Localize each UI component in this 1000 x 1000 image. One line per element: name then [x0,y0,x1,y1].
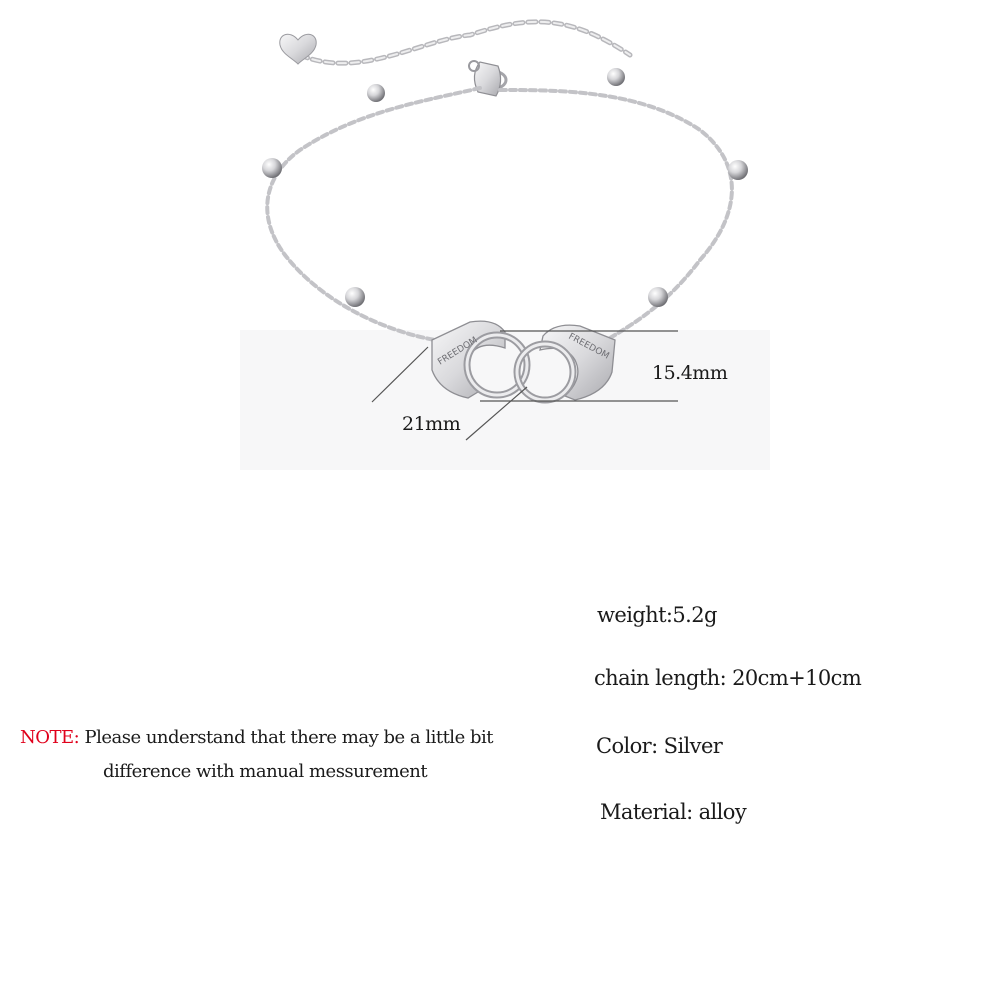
bead [648,287,668,307]
spec-weight: weight:5.2g [597,603,717,627]
extension-chain [300,22,630,63]
main-chain-left [267,88,480,340]
note-label: NOTE: [20,727,80,748]
spec-color: Color: Silver [596,734,723,758]
bead [367,84,385,102]
photo-backdrop [240,330,770,470]
bead [262,158,282,178]
note-line-2: difference with manual messurement [103,761,428,782]
engraving-left: FREEDOM [436,335,480,368]
width-dimension-label: 21mm [402,413,461,435]
bead [607,68,625,86]
note-text-1: Please understand that there may be a little bit [84,727,493,748]
engraving-right: FREEDOM [566,331,611,362]
spec-material: Material: alloy [600,800,747,824]
bead [345,287,365,307]
spec-chain-length: chain length: 20cm+10cm [594,666,862,690]
note-line-1 [20,727,493,748]
bead [728,160,748,180]
height-dimension-label: 15.4mm [652,362,728,384]
main-chain-right [500,90,732,338]
